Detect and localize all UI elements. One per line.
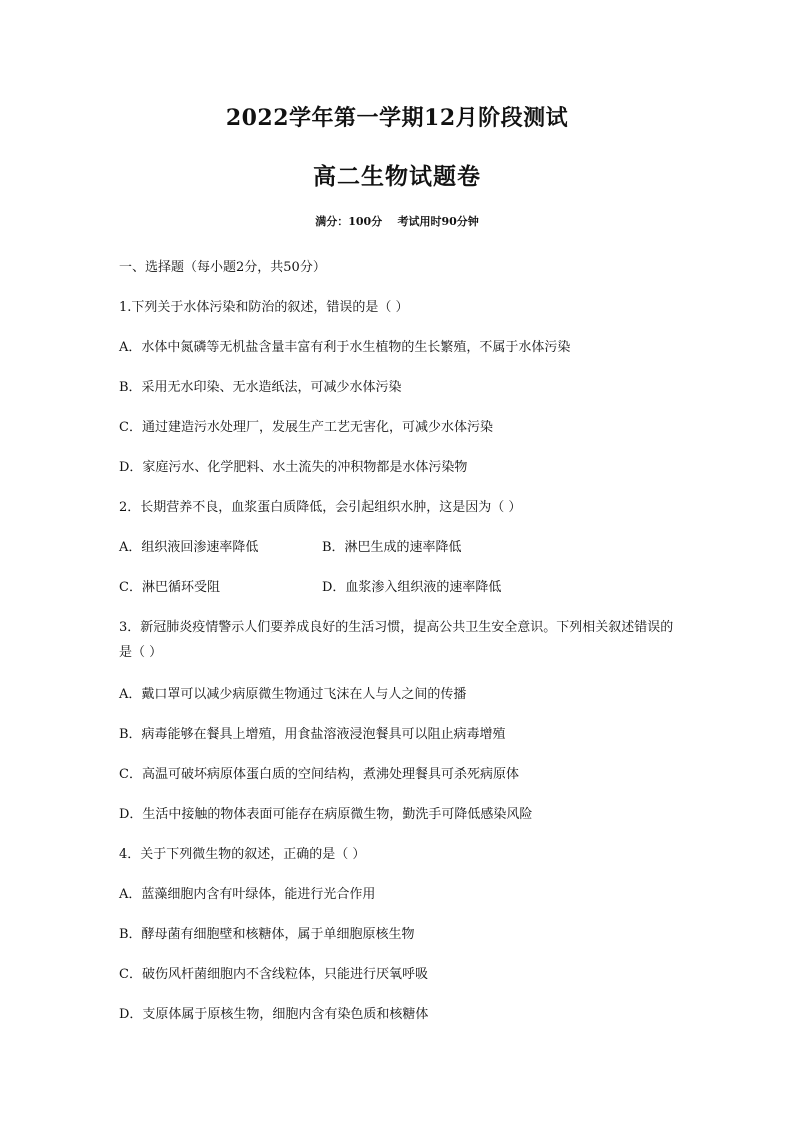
question-1-stem: 1.下列关于水体污染和防治的叙述，错误的是（ ） xyxy=(119,300,409,315)
question-2-option-b: B．淋巴生成的速率降低 xyxy=(322,540,462,555)
question-4-option-b: B．酵母菌有细胞壁和核糖体，属于单细胞原核生物 xyxy=(119,927,415,942)
question-2-option-c: C．淋巴循环受阻 xyxy=(119,580,220,595)
question-3-option-b: B．病毒能够在餐具上增殖，用食盐溶液浸泡餐具可以阻止病毒增殖 xyxy=(119,727,506,742)
exam-title: 2022学年第一学期12月阶段测试 xyxy=(225,105,569,131)
exam-subtitle: 高二生物试题卷 xyxy=(313,163,481,190)
question-3-option-c: C．高温可破坏病原体蛋白质的空间结构，煮沸处理餐具可杀死病原体 xyxy=(119,767,519,782)
question-3-option-a: A．戴口罩可以减少病原微生物通过飞沫在人与人之间的传播 xyxy=(119,687,467,702)
question-2-option-d: D．血浆渗入组织液的速率降低 xyxy=(322,580,502,595)
question-1-option-c: C．通过建造污水处理厂，发展生产工艺无害化，可减少水体污染 xyxy=(119,420,493,435)
question-4-option-c: C．破伤风杆菌细胞内不含线粒体，只能进行厌氧呼吸 xyxy=(119,967,428,982)
question-1-option-b: B．采用无水印染、无水造纸法，可减少水体污染 xyxy=(119,380,402,395)
exam-meta: 满分：100分 考试用时90分钟 xyxy=(315,215,479,228)
question-4-stem: 4．关于下列微生物的叙述，正确的是（ ） xyxy=(119,847,366,862)
question-4-option-d: D．支原体属于原核生物，细胞内含有染色质和核糖体 xyxy=(119,1007,429,1022)
question-2-stem: 2．长期营养不良，血浆蛋白质降低，会引起组织水肿，这是因为（ ） xyxy=(119,500,522,515)
question-1-option-d: D．家庭污水、化学肥料、水土流失的冲积物都是水体污染物 xyxy=(119,460,468,475)
question-4-option-a: A．蓝藻细胞内含有叶绿体，能进行光合作用 xyxy=(119,887,376,902)
question-3-option-d: D．生活中接触的物体表面可能存在病原微生物，勤洗手可降低感染风险 xyxy=(119,807,533,822)
question-2-option-a: A．组织液回渗速率降低 xyxy=(119,540,259,555)
section-heading: 一、选择题（每小题2分，共50分） xyxy=(119,260,326,275)
question-1-option-a: A．水体中氮磷等无机盐含量丰富有利于水生植物的生长繁殖，不属于水体污染 xyxy=(119,340,571,355)
question-3-stem: 3．新冠肺炎疫情警示人们要养成良好的生活习惯，提高公共卫生安全意识。下列相关叙述错误的是（ ） xyxy=(119,620,674,660)
